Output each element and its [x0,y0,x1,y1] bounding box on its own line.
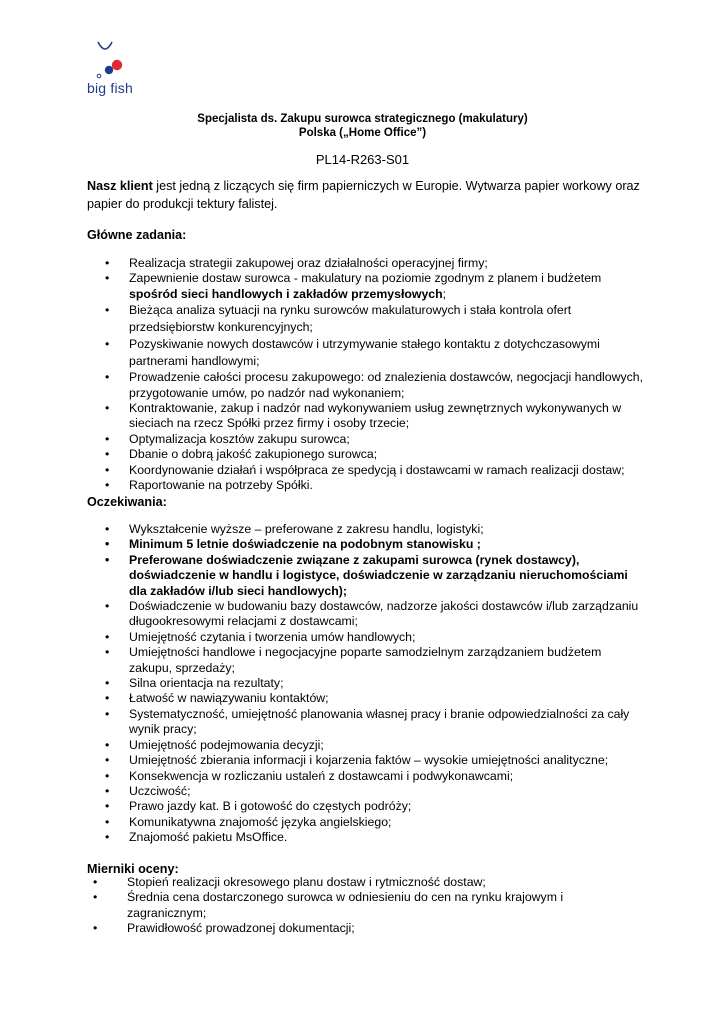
list-item: • Dbanie o dobrą jakość zakupionego surowca; [87,447,647,462]
list-item: • Realizacja strategii zakupowej oraz działalności operacyjnej firmy; [87,256,647,271]
list-item: • Umiejętność zbierania informacji i kojarzenia faktów – wysokie umiejętności analityczne; [87,753,647,768]
list-item: • Zapewnienie dostaw surowca - makulatury na poziomie zgodnym z planem i budżetem spośród sieci handlowych i zakładów przemysłowych; [87,271,647,302]
job-location: Polska („Home Office”) [298,127,427,139]
tasks-heading: Główne zadania: [87,228,187,242]
intro-text: jest jedną z liczących się firm papierniczych w Europie. Wytwarza papier workowy oraz papier do produkcji tektury falistej. [87,179,640,211]
list-item: • Koordynowanie działań i współpraca ze spedycją i dostawcami w ramach realizacji dostaw; [87,463,647,478]
metrics-list [75,875,635,937]
list-item: • Kontraktowanie, zakup i nadzór nad wykonywaniem usług zewnętrznych wykonywanych w sieciach na rzecz Spółki przez firmy i osoby trzecie; [87,401,647,432]
list-item: • Optymalizacja kosztów zakupu surowca; [87,432,647,447]
expectations-list [87,522,647,846]
list-item: • Łatwość w nawiązywaniu kontaktów; [87,691,647,706]
intro-bold: Nasz klient [87,179,153,193]
list-item: • Systematyczność, umiejętność planowania własnej pracy i branie odpowiedzialności za cały wynik pracy; [87,707,647,738]
list-item: • Znajomość pakietu MsOffice. [87,830,647,845]
expectations-heading: Oczekiwania: [87,495,167,509]
reference-code: PL14-R263-S01 [315,152,410,167]
list-item: • Doświadczenie w budowaniu bazy dostawców, nadzorze jakości dostawców i/lub zarządzaniu długookresowymi relacjami z dostawcami; [87,599,647,630]
list-item: • Minimum 5 letnie doświadczenie na podobnym stanowisku ; [87,537,647,552]
intro-paragraph [87,177,647,213]
list-item: • Preferowane doświadczenie związane z zakupami surowca (rynek dostawcy), doświadczenie w handlu i logistyce, doświadczenie w zarządzaniu nieruchomościami dla zakładów i/lub sieci handlowych); [87,553,647,599]
list-item: • Stopień realizacji okresowego planu dostaw i rytmiczność dostaw; [75,875,635,890]
list-item: • Komunikatywna znajomość języka angielskiego; [87,815,647,830]
list-item: • Wykształcenie wyższe – preferowane z zakresu handlu, logistyki; [87,522,647,537]
list-item: • Uczciwość; [87,784,647,799]
list-item: • Umiejętności handlowe i negocjacyjne poparte samodzielnym zarządzaniem budżetem zakupu, sprzedaży; [87,645,647,676]
job-title: Specjalista ds. Zakupu surowca strategicznego (makulatury) [197,113,528,125]
list-item: • Średnia cena dostarczonego surowca w odniesieniu do cen na rynku krajowym i zagranicznym; [75,890,635,921]
list-item: • Pozyskiwanie nowych dostawców i utrzymywanie stałego kontaktu z dotychczasowymi partnerami handlowymi; [87,336,647,370]
logo-text: big fish [87,80,133,96]
list-item: • Prowadzenie całości procesu zakupowego: od znalezienia dostawców, negocjacji handlowych, przygotowanie umów, po nadzór nad wykonaniem; [87,370,647,401]
list-item: • Prawidłowość prowadzonej dokumentacji; [75,921,635,936]
list-item: • Raportowanie na potrzeby Spółki. [87,478,647,493]
list-item: • Silna orientacja na rezultaty; [87,676,647,691]
list-item: • Bieżąca analiza sytuacji na rynku surowców makulaturowych i stała kontrola ofert przedsiębiorstw konkurencyjnych; [87,302,647,336]
list-item: • Umiejętność podejmowania decyzji; [87,738,647,753]
list-item: • Prawo jazdy kat. B i gotowość do częstych podróży; [87,799,647,814]
list-item: • Konsekwencja w rozliczaniu ustaleń z dostawcami i podwykonawcami; [87,769,647,784]
metrics-heading: Mierniki oceny: [87,862,179,876]
tasks-list [87,256,647,493]
list-item: • Umiejętność czytania i tworzenia umów handlowych; [87,630,647,645]
